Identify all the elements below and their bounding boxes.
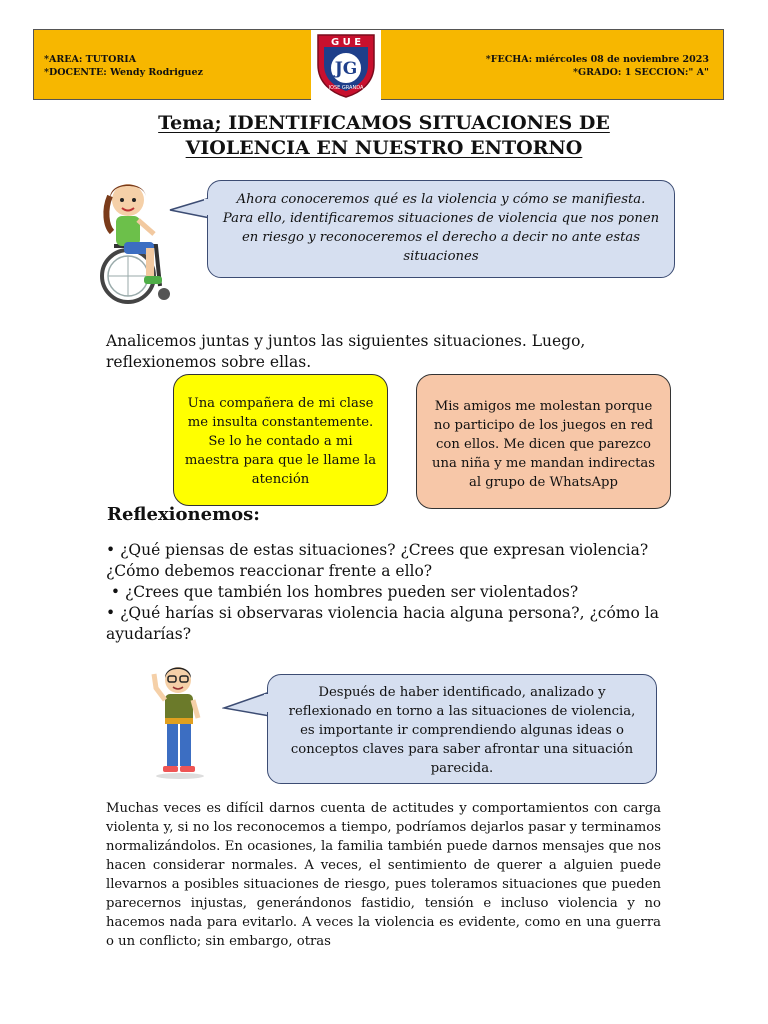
question-1: • ¿Qué piensas de estas situaciones? ¿Crees que expresan violencia? ¿Cómo debemos reaccionar frente a ello? [106,541,649,580]
logo-letters: G U E [330,37,362,48]
situation-card-1: Una compañera de mi clase me insulta constantemente. Se lo he contado a mi maestra para que le llame la atención [173,374,388,506]
situation-card-2: Mis amigos me molestan porque no participo de los juegos en red con ellos. Me dicen que parezco una niña y me mandan indirectas al grupo de WhatsApp [416,374,671,509]
reflection-questions [106,540,666,645]
teacher-label: *DOCENTE: Wendy Rodriguez [44,67,203,78]
logo-monogram: JG [334,59,358,79]
question-2: • ¿Crees que también los hombres pueden ser violentados? [106,583,579,601]
body-paragraph: Muchas veces es difícil darnos cuenta de actitudes y comportamientos con carga violenta y, si no los reconocemos a tiempo, podríamos dejarlos pasar y terminamos normalizándolos. En ocasiones, la familia también puede darnos mensajes que nos hacen considerar normales. A veces, el sentimiento de querer a alguien puede llevarnos a posibles situaciones de riesgo, pues toleramos situaciones que pueden parecernos injustas, generándonos fastidio, tensión e incluso violencia y no hacemos nada para evitarlo. A veces la violencia es evidente, como en una guerra o un conflicto; sin embargo, otras [106,801,661,949]
date-label: *FECHA: miércoles 08 de noviembre 2023 [485,54,709,65]
boy-illustration [148,662,214,780]
area-label: *AREA: TUTORIA [44,54,137,65]
speech-bubble-intro: Ahora conoceremos qué es la violencia y cómo se manifiesta. Para ello, identificaremos situaciones de violencia que nos ponen en riesgo y reconoceremos el derecho a decir no ante estas situaciones [207,180,675,278]
speech-bubble-concepts: Después de haber identificado, analizado y reflexionado en torno a las situaciones de violencia, es importante ir comprendiendo algunas ideas o conceptos claves para saber afrontar una situación parecida. [267,674,657,784]
question-3: • ¿Qué harías si observaras violencia hacia alguna persona?, ¿cómo la ayudarías? [106,604,659,643]
header-left-info [44,53,203,79]
intro-text: Analicemos juntas y juntos las siguientes situaciones. Luego, reflexionemos sobre ellas. [106,332,586,371]
header-right-info [486,53,709,79]
grade-label: *GRADO: 1 SECCION:" A" [573,67,709,78]
title-line-1: Tema; IDENTIFICAMOS SITUACIONES DE [158,112,610,134]
title-line-2: VIOLENCIA EN NUESTRO ENTORNO [185,137,583,159]
logo-ring-text: JOSE GRANDA [328,85,364,91]
document-header [33,29,724,100]
page-title [60,111,708,161]
reflection-heading: Reflexionemos: [107,504,260,525]
school-logo [311,30,381,100]
